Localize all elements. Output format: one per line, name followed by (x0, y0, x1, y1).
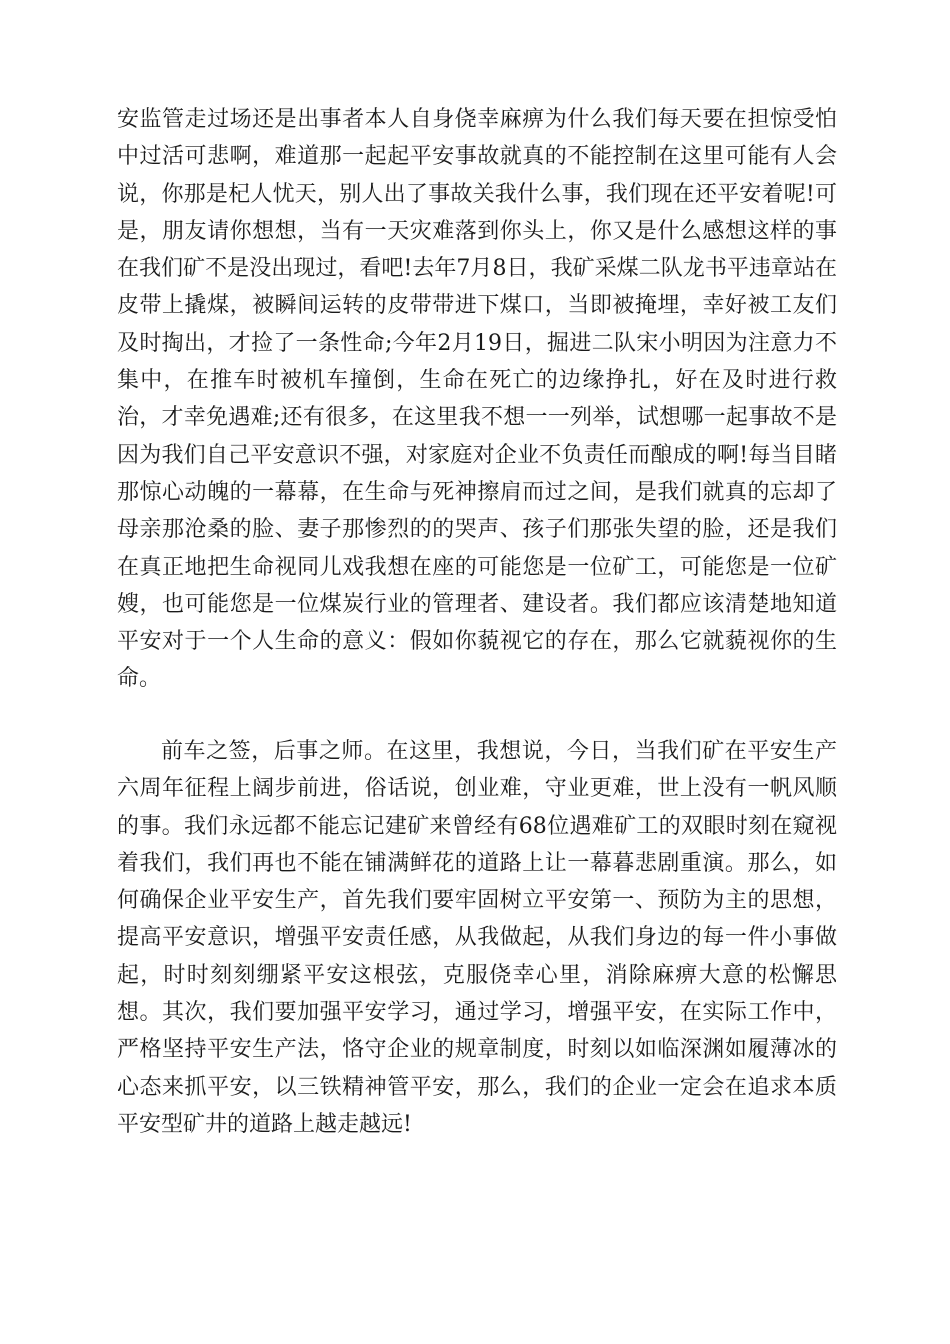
body-paragraph-1: 安监管走过场还是出事者本人自身侥幸麻痹为什么我们每天要在担惊受怕中过活可悲啊，难道那一起起平安事故就真的不能控制在这里可能有人会说，你那是杞人忧天，别人出了事故关我什么事，我们现在还平安着呢!可是，朋友请你想想，当有一天灾难落到你头上，你又是什么感想这样的事在我们矿不是没出现过，看吧!去年7月8日，我矿采煤二队龙书平违章站在皮带上撬煤，被瞬间运转的皮带带进下煤口，当即被掩埋，幸好被工友们及时掏出，才捡了一条性命;今年2月19日，掘进二队宋小明因为注意力不集中，在推车时被机车撞倒，生命在死亡的边缘挣扎，好在及时进行救治，才幸免遇难;还有很多，在这里我不想一一列举，试想哪一起事故不是因为我们自己平安意识不强，对家庭对企业不负责任而酿成的啊!每当目睹那惊心动魄的一幕幕，在生命与死神擦肩而过之间，是我们就真的忘却了母亲那沧桑的脸、妻子那惨烈的的哭声、孩子们那张失望的脸，还是我们在真正地把生命视同儿戏我想在座的可能您是一位矿工，可能您是一位矿嫂，也可能您是一位煤炭行业的管理者、建设者。我们都应该清楚地知道平安对于一个人生命的意义：假如你藐视它的存在，那么它就藐视你的生命。 (117, 107, 837, 692)
body-paragraph-2: 前车之签，后事之师。在这里，我想说，今日，当我们矿在平安生产六周年征程上阔步前进，俗话说，创业难，守业更难，世上没有一帆风顺的事。我们永远都不能忘记建矿来曾经有68位遇难矿工的双眼时刻在窥视着我们，我们再也不能在铺满鲜花的道路上让一幕暮悲剧重演。那么，如何确保企业平安生产，首先我们要牢固树立平安第一、预防为主的思想，提高平安意识，增强平安责任感，从我做起，从我们身边的每一件小事做起，时时刻刻绷紧平安这根弦，克服侥幸心里，消除麻痹大意的松懈思想。其次，我们要加强平安学习，通过学习，增强平安，在实际工作中，严格坚持平安生产法，恪守企业的规章制度，时刻以如临深渊如履薄冰的心态来抓平安，以三铁精神管平安，那么，我们的企业一定会在追求本质平安型矿井的道路上越走越远! (117, 739, 837, 1137)
